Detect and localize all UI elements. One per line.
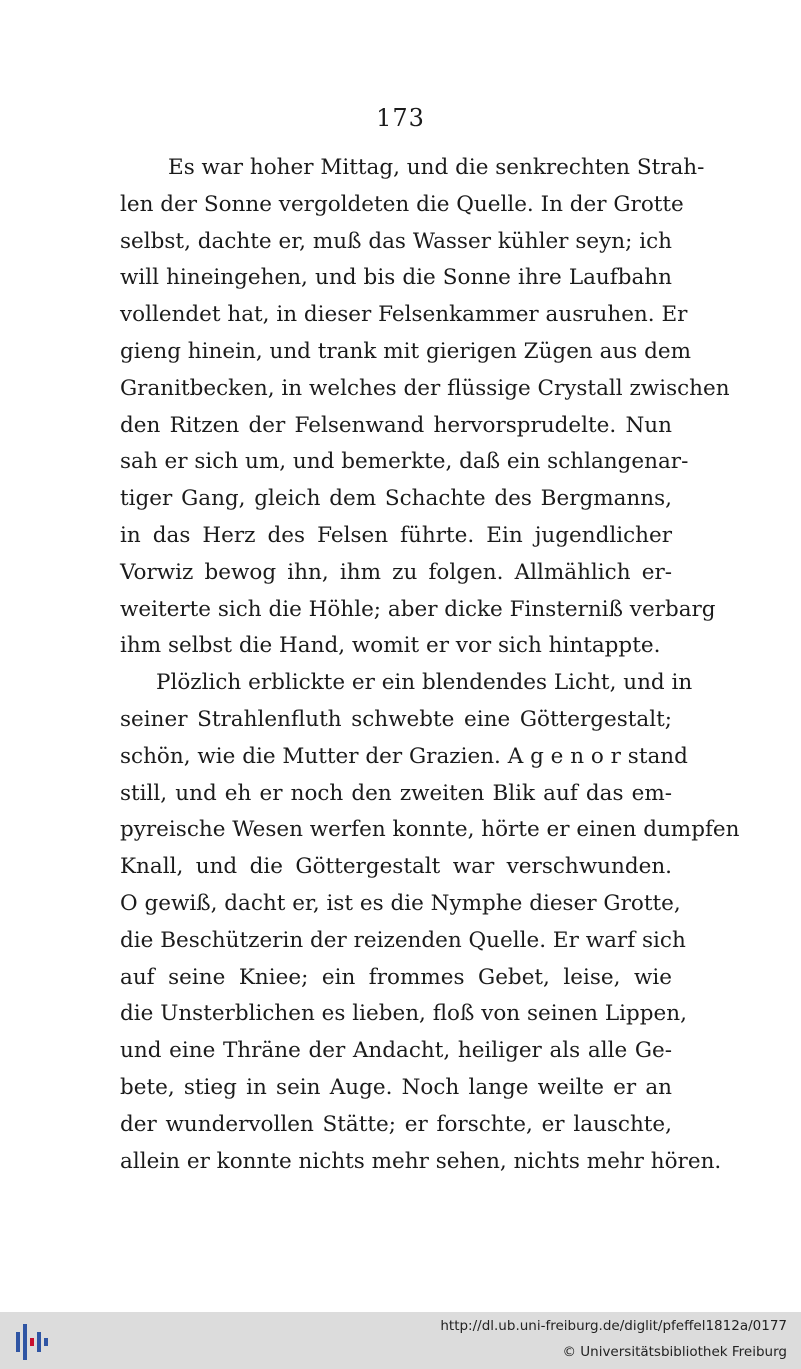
text-line: len der Sonne vergoldeten die Quelle. In der Grotte xyxy=(120,191,684,217)
text-line: will hineingehen, und bis die Sonne ihre Laufbahn xyxy=(120,265,672,291)
text-line: tiger Gang, gleich dem Schachte des Bergmanns, xyxy=(120,486,672,512)
text-line: sah er sich um, und bemerkte, daß ein schlangenar- xyxy=(120,449,689,475)
text-line: den Ritzen der Felsenwand hervorsprudelte. Nun xyxy=(120,412,672,438)
text-line: gieng hinein, und trank mit gierigen Zügen aus dem xyxy=(120,338,692,364)
copyright-notice: © Universitätsbibliothek Freiburg xyxy=(562,1344,787,1360)
text-line: allein er konnte nichts mehr sehen, nichts mehr hören. xyxy=(120,1148,722,1174)
text-line: weiterte sich die Höhle; aber dicke Finsterniß verbarg xyxy=(120,596,716,622)
text-line: und eine Thräne der Andacht, heiliger als alle Ge- xyxy=(120,1038,672,1064)
text-line: auf seine Kniee; ein frommes Gebet, leise, wie xyxy=(120,964,672,990)
text-line: seiner Strahlenfluth schwebte eine Göttergestalt; xyxy=(120,706,672,732)
text-line: Es war hoher Mittag, und die senkrechten Strah- xyxy=(168,155,705,180)
text-line: pyreische Wesen werfen konnte, hörte er einen dumpfen xyxy=(120,817,740,843)
text-line: ihm selbst die Hand, womit er vor sich hintappte. xyxy=(120,633,661,659)
footer-bar xyxy=(0,1312,801,1369)
text-line: still, und eh er noch den zweiten Blik auf das em- xyxy=(120,780,672,806)
ub-freiburg-logo-icon[interactable] xyxy=(12,1320,52,1364)
text-body xyxy=(120,150,740,1180)
text-line: schön, wie die Mutter der Grazien. A g e n o r stand xyxy=(120,743,688,769)
text-line: selbst, dachte er, muß das Wasser kühler seyn; ich xyxy=(120,228,672,254)
text-line: Vorwiz bewog ihn, ihm zu folgen. Allmählich er- xyxy=(120,559,672,585)
text-line: die Beschützerin der reizenden Quelle. Er warf sich xyxy=(120,927,686,953)
digital-library-link[interactable]: http://dl.ub.uni-freiburg.de/diglit/pfeffel1812a/0177 xyxy=(440,1318,787,1334)
text-line: Plözlich erblickte er ein blendendes Licht, und in xyxy=(156,670,693,696)
page-number: 173 xyxy=(376,104,425,132)
text-line: Granitbecken, in welches der flüssige Crystall zwischen xyxy=(120,375,730,401)
text-line: in das Herz des Felsen führte. Ein jugendlicher xyxy=(120,522,672,548)
text-line: die Unsterblichen es lieben, floß von seinen Lippen, xyxy=(120,1001,687,1027)
text-line: bete, stieg in sein Auge. Noch lange weilte er an xyxy=(120,1074,672,1100)
text-line: O gewiß, dacht er, ist es die Nymphe dieser Grotte, xyxy=(120,890,681,916)
text-line: vollendet hat, in dieser Felsenkammer ausruhen. Er xyxy=(120,302,688,328)
text-line: der wundervollen Stätte; er forschte, er lauschte, xyxy=(120,1111,672,1137)
text-line: Knall, und die Göttergestalt war verschwunden. xyxy=(120,854,672,880)
